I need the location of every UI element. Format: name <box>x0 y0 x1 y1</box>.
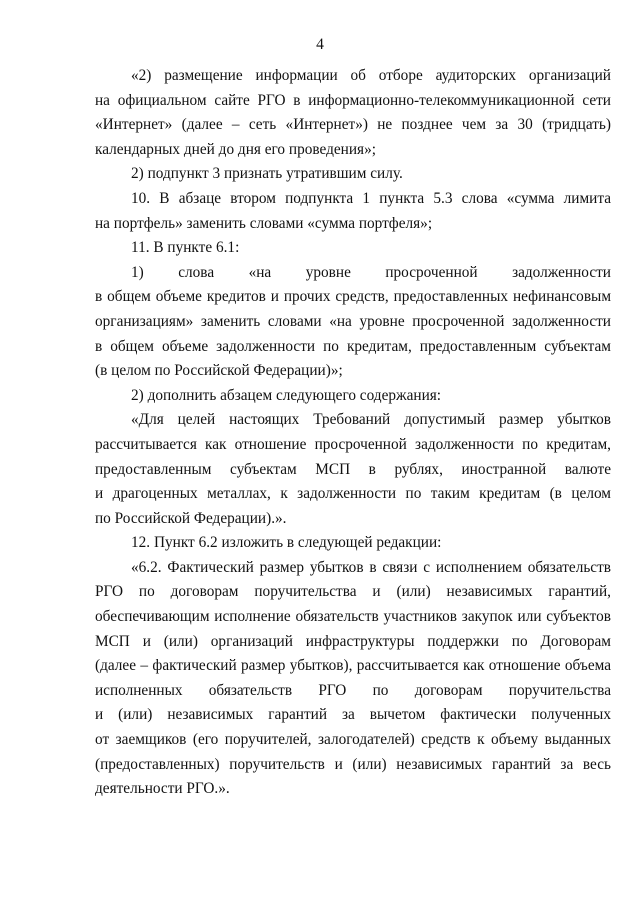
text-line: 1) слова «на уровне просроченной задолженности <box>131 263 611 281</box>
paragraph-item-11 <box>95 236 611 261</box>
paragraph-item-11-sub-2 <box>95 384 611 409</box>
page-number: 4 <box>316 36 324 53</box>
text-line: «Для целей настоящих Требований допустимый размер убытков <box>131 411 611 429</box>
text-line: 2) подпункт 3 признать утратившим силу. <box>131 165 403 183</box>
text-line: организациям» заменить словами «на уровне просроченной задолженности <box>95 312 611 330</box>
text-line: и драгоценных металлах, к задолженности по таким кредитам (в целом <box>95 485 611 503</box>
text-line: исполненных обязательств РГО по договорам поручительства <box>95 681 611 699</box>
text-line: по Российской Федерации).». <box>95 509 287 527</box>
text-line: деятельности РГО.». <box>95 780 230 798</box>
text-line: в общем объеме задолженности по кредитам, предоставленным субъектам <box>95 337 611 355</box>
text-line: РГО по договорам поручительства и (или) независимых гарантий, <box>95 583 611 601</box>
text-line: «6.2. Фактический размер убытков в связи с исполнением обязательств <box>131 558 611 576</box>
text-line: от заемщиков (его поручителей, залогодателей) средств к объему выданных <box>95 731 611 749</box>
paragraph-quote-item-2 <box>95 64 611 162</box>
text-line: обеспечивающим исполнение обязательств участников закупок или субъектов <box>95 608 611 626</box>
text-line: на официальном сайте РГО в информационно-телекоммуникационной сети <box>95 91 611 109</box>
text-line: и (или) независимых гарантий за вычетом фактически полученных <box>95 706 611 724</box>
text-line: (предоставленных) поручительств и (или) независимых гарантий за весь <box>95 755 611 773</box>
document-body <box>95 64 611 802</box>
paragraph-subpoint-3-void <box>95 162 611 187</box>
text-line: МСП и (или) организаций инфраструктуры поддержки по Договорам <box>95 632 611 650</box>
text-line: «2) размещение информации об отборе аудиторских организаций <box>131 67 611 84</box>
text-line: предоставленным субъектам МСП в рублях, иностранной валюте <box>95 460 611 478</box>
text-line: календарных дней до дня его проведения»; <box>95 140 376 158</box>
text-line: 10. В абзаце втором подпункта 1 пункта 5.3 слова «сумма лимита <box>131 189 611 207</box>
paragraph-quote-loss-size <box>95 408 611 531</box>
text-line: 2) дополнить абзацем следующего содержания: <box>131 386 442 404</box>
text-line: 12. Пункт 6.2 изложить в следующей редакции: <box>131 534 442 552</box>
text-line: 11. В пункте 6.1: <box>131 239 240 257</box>
paragraph-item-10 <box>95 187 611 236</box>
text-line: (далее – фактический размер убытков), рассчитывается как отношение объема <box>95 657 611 675</box>
paragraph-item-11-sub-1 <box>95 261 611 384</box>
paragraph-quote-6-2 <box>95 556 611 802</box>
text-line: «Интернет» (далее – сеть «Интернет») не позднее чем за 30 (тридцать) <box>95 116 611 134</box>
text-line: на портфель» заменить словами «сумма портфеля»; <box>95 214 433 232</box>
paragraph-item-12 <box>95 531 611 556</box>
text-line: в общем объеме кредитов и прочих средств, предоставленных нефинансовым <box>95 288 611 306</box>
text-line: рассчитывается как отношение просроченной задолженности по кредитам, <box>95 435 611 453</box>
text-line: (в целом по Российской Федерации)»; <box>95 362 343 380</box>
